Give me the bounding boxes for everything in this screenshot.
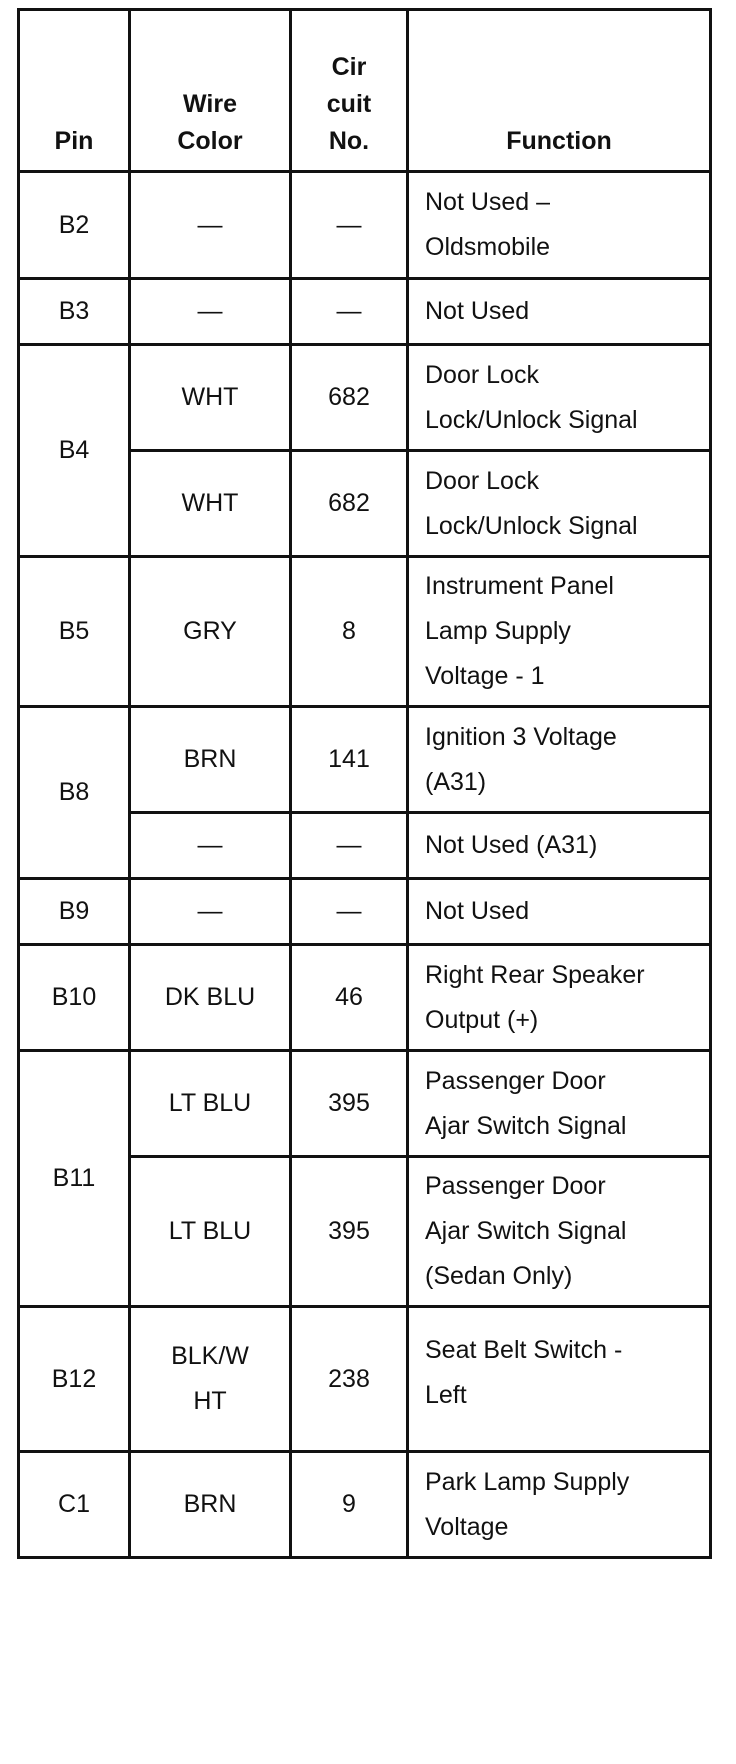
header-pin: Pin bbox=[19, 10, 130, 172]
header-function: Function bbox=[408, 10, 711, 172]
connector-pinout-table bbox=[17, 8, 712, 1559]
circuit-cell: — bbox=[291, 172, 408, 279]
table-row bbox=[19, 945, 711, 1051]
circuit-cell: 46 bbox=[291, 945, 408, 1051]
wire-color-cell: LT BLU bbox=[130, 1157, 291, 1307]
circuit-cell: — bbox=[291, 813, 408, 879]
table-row bbox=[19, 879, 711, 945]
circuit-cell: 395 bbox=[291, 1157, 408, 1307]
wire-color-cell: — bbox=[130, 879, 291, 945]
circuit-cell: 395 bbox=[291, 1051, 408, 1157]
function-cell: Passenger Door Ajar Switch Signal bbox=[408, 1051, 711, 1157]
pin-cell: B3 bbox=[19, 279, 130, 345]
wire-color-cell: BRN bbox=[130, 707, 291, 813]
function-cell: Not Used bbox=[408, 879, 711, 945]
table-row bbox=[19, 172, 711, 279]
function-cell: Passenger Door Ajar Switch Signal (Sedan Only) bbox=[408, 1157, 711, 1307]
header-circuit-no: Cir cuit No. bbox=[291, 10, 408, 172]
function-cell: Not Used – Oldsmobile bbox=[408, 172, 711, 279]
pin-cell: B8 bbox=[19, 707, 130, 879]
wire-color-cell: — bbox=[130, 813, 291, 879]
circuit-cell: 9 bbox=[291, 1452, 408, 1558]
pin-cell: B4 bbox=[19, 345, 130, 557]
circuit-cell: 141 bbox=[291, 707, 408, 813]
pin-cell: B10 bbox=[19, 945, 130, 1051]
header-row bbox=[19, 10, 711, 172]
pin-cell: B12 bbox=[19, 1307, 130, 1452]
wire-color-cell: GRY bbox=[130, 557, 291, 707]
pin-cell: B5 bbox=[19, 557, 130, 707]
function-cell: Not Used bbox=[408, 279, 711, 345]
function-cell: Door Lock Lock/Unlock Signal bbox=[408, 451, 711, 557]
function-cell: Not Used (A31) bbox=[408, 813, 711, 879]
table-row bbox=[19, 707, 711, 813]
table-row bbox=[19, 1051, 711, 1157]
function-cell: Instrument Panel Lamp Supply Voltage - 1 bbox=[408, 557, 711, 707]
wire-color-cell: LT BLU bbox=[130, 1051, 291, 1157]
circuit-cell: — bbox=[291, 279, 408, 345]
wire-color-cell: — bbox=[130, 172, 291, 279]
table-row bbox=[19, 557, 711, 707]
circuit-cell: 238 bbox=[291, 1307, 408, 1452]
circuit-cell: 682 bbox=[291, 345, 408, 451]
wire-color-cell: WHT bbox=[130, 345, 291, 451]
function-cell: Right Rear Speaker Output (+) bbox=[408, 945, 711, 1051]
circuit-cell: 8 bbox=[291, 557, 408, 707]
wire-color-cell: WHT bbox=[130, 451, 291, 557]
table-row bbox=[19, 1452, 711, 1558]
function-cell: Door Lock Lock/Unlock Signal bbox=[408, 345, 711, 451]
table-row bbox=[19, 345, 711, 451]
circuit-cell: 682 bbox=[291, 451, 408, 557]
pin-cell: B2 bbox=[19, 172, 130, 279]
wire-color-cell: DK BLU bbox=[130, 945, 291, 1051]
table-row bbox=[19, 1307, 711, 1452]
pin-cell: C1 bbox=[19, 1452, 130, 1558]
circuit-cell: — bbox=[291, 879, 408, 945]
function-cell: Seat Belt Switch - Left bbox=[408, 1307, 711, 1452]
pin-cell: B11 bbox=[19, 1051, 130, 1307]
table-row bbox=[19, 279, 711, 345]
wire-color-cell: BRN bbox=[130, 1452, 291, 1558]
function-cell: Ignition 3 Voltage (A31) bbox=[408, 707, 711, 813]
function-cell: Park Lamp Supply Voltage bbox=[408, 1452, 711, 1558]
header-wire-color: Wire Color bbox=[130, 10, 291, 172]
pin-cell: B9 bbox=[19, 879, 130, 945]
wire-color-cell: — bbox=[130, 279, 291, 345]
wire-color-cell: BLK/W HT bbox=[130, 1307, 291, 1452]
